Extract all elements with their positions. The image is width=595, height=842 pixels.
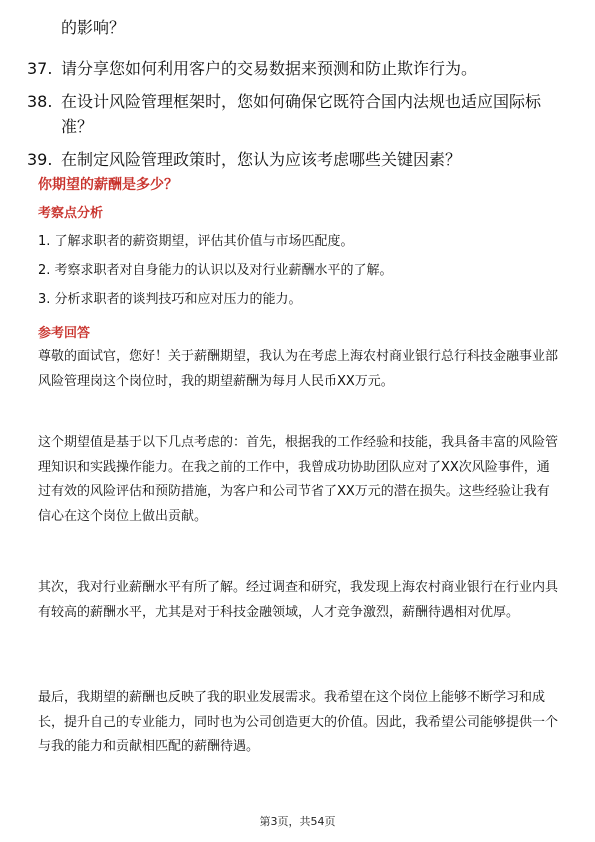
question-item — [27, 89, 572, 139]
analysis-point: 3. 分析求职者的谈判技巧和应对压力的能力。 — [38, 292, 302, 307]
answer-paragraph: 其次，我对行业薪酬水平有所了解。经过调查和研究，我发现上海农村商业银行在行业内具有较高的薪酬水平，尤其是对于科技金融领域，人才竞争激烈，薪酬待遇相对优厚。 — [38, 580, 559, 620]
question-text: 在制定风险管理政策时，您认为应该考虑哪些关键因素？ — [61, 150, 462, 169]
analysis-point-list — [38, 233, 393, 320]
page-number-footer: 第3页，共54页 — [259, 815, 336, 828]
question-text: 请分享您如何利用客户的交易数据来预测和防止欺诈行为。 — [61, 59, 478, 78]
question-text: 在设计风险管理框架时，您如何确保它既符合国内法规也适应国际标准？ — [61, 92, 542, 136]
question-continuation: 的影响？ — [61, 18, 126, 37]
question-number: 39. — [27, 150, 53, 169]
analysis-point: 1. 了解求职者的薪资期望，评估其价值与市场匹配度。 — [38, 234, 354, 249]
answer-paragraph: 最后，我期望的薪酬也反映了我的职业发展需求。我希望在这个岗位上能够不断学习和成长，提升自己的专业能力，同时也为公司创造更大的价值。因此，我希望公司能够提供一个与我的能力和贡献相匹配的薪酬待遇。 — [38, 690, 559, 754]
question-item — [27, 147, 572, 172]
analysis-point: 2. 考察求职者对自身能力的认识以及对行业薪酬水平的了解。 — [38, 263, 393, 278]
answer-paragraph: 尊敬的面试官，您好！关于薪酬期望，我认为在考虑上海农村商业银行总行科技金融事业部风险管理岗这个岗位时，我的期望薪酬为每月人民币XX万元。 — [38, 349, 559, 389]
answer-paragraph: 这个期望值是基于以下几点考虑的：首先，根据我的工作经验和技能，我具备丰富的风险管理知识和实践操作能力。在我之前的工作中，我曾成功协助团队应对了XX次风险事件，通过有效的风险评估和预防措施，为客户和公司节省了XX万元的潜在损失。这些经验让我有信心在这个岗位上做出贡献。 — [38, 435, 559, 524]
question-number: 38. — [27, 92, 53, 111]
section-question-title: 你期望的薪酬是多少？ — [38, 177, 178, 193]
answer-heading: 参考回答 — [38, 326, 91, 341]
question-list — [27, 56, 572, 180]
question-item — [27, 56, 572, 81]
analysis-heading: 考察点分析 — [38, 206, 104, 221]
question-number: 37. — [27, 59, 53, 78]
